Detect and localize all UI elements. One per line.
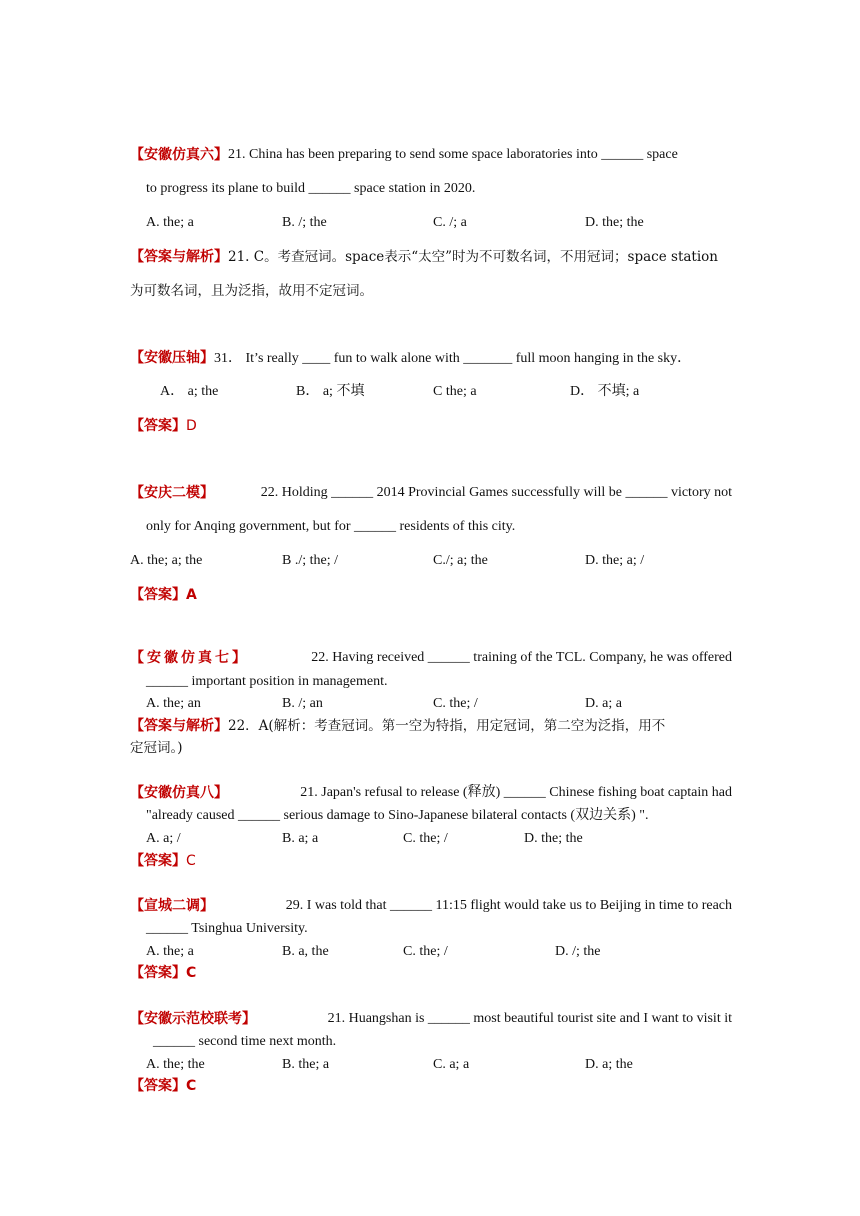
q6-option-b: B. a, the bbox=[282, 944, 329, 959]
q3-option-d: D. the; a; / bbox=[585, 553, 645, 568]
q4-option-b: B. /; an bbox=[282, 696, 323, 711]
q1-option-d: D. the; the bbox=[585, 215, 644, 230]
q4-stem-text-2: ______ important position in management. bbox=[146, 674, 388, 689]
q1-stem-line1 bbox=[130, 145, 732, 165]
q5-answer-line bbox=[130, 851, 196, 872]
q3-option-c: C./; a; the bbox=[433, 553, 488, 568]
q5-source-tag: 【安徽仿真八】 bbox=[130, 785, 228, 801]
q7-answer-value: C bbox=[186, 1078, 197, 1094]
q4-stem-text-1: 22. Having received ______ training of the TCL. Company, he was offered bbox=[311, 650, 732, 665]
q6-stem-text-2: ______ Tsinghua University. bbox=[146, 921, 308, 936]
q6-option-c: C. the; / bbox=[403, 944, 448, 959]
q3-option-a: A. the; a; the bbox=[130, 553, 203, 568]
q5-option-d: D. the; the bbox=[524, 831, 583, 846]
q1-source-tag: 【安徽仿真六】 bbox=[130, 147, 228, 163]
q4-option-d: D. a; a bbox=[585, 696, 622, 711]
q4-option-a: A. the; an bbox=[146, 696, 201, 711]
q7-answer-tag: 【答案】 bbox=[130, 1078, 186, 1094]
q1-stem-text-2: to progress its plane to build ______ space station in 2020. bbox=[146, 181, 476, 196]
q3-answer-tag: 【答案】 bbox=[130, 587, 186, 603]
q3-answer-value: A bbox=[186, 587, 197, 603]
q1-option-b: B. /; the bbox=[282, 215, 327, 230]
q6-answer-line bbox=[130, 963, 196, 984]
q5-stem-text-1: 21. Japan's refusal to release (释放) ______ Chinese fishing boat captain had bbox=[300, 785, 732, 800]
q3-stem-text-1: 22. Holding ______ 2014 Provincial Games successfully will be ______ victory not bbox=[260, 485, 732, 500]
q4-source-tag: 【安徽仿真七】 bbox=[130, 650, 249, 666]
q3-stem-text-2: only for Anqing government, but for ______ residents of this city. bbox=[146, 519, 516, 534]
q4-answer-text-1: 22．A(解析：考查冠词。第一空为特指，用定冠词，第二空为泛指，用不 bbox=[228, 718, 666, 734]
q1-answer-text-2: 为可数名词，且为泛指，故用不定冠词。 bbox=[130, 283, 373, 299]
q2-answer-line bbox=[130, 416, 197, 437]
q3-source-tag: 【安庆二模】 bbox=[130, 485, 214, 501]
q7-option-d: D. a; the bbox=[585, 1057, 633, 1072]
q1-option-c: C. /; a bbox=[433, 215, 467, 230]
q7-answer-line bbox=[130, 1076, 196, 1097]
q4-stem-line1 bbox=[130, 648, 732, 668]
q5-option-b: B. a; a bbox=[282, 831, 319, 846]
q7-stem-line1 bbox=[130, 1009, 732, 1029]
q7-source-tag: 【安徽示范校联考】 bbox=[130, 1011, 256, 1027]
q5-stem-text-2: "already caused ______ serious damage to Sino-Japanese bilateral contacts (双边关系) ". bbox=[146, 808, 649, 823]
q5-stem-line1 bbox=[130, 783, 732, 803]
q1-option-a: A. the; a bbox=[146, 215, 194, 230]
q2-stem-line1 bbox=[130, 348, 691, 369]
q1-answer-tag: 【答案与解析】 bbox=[130, 249, 228, 265]
q2-answer-value: D bbox=[186, 418, 197, 434]
q3-answer-line bbox=[130, 585, 197, 606]
q6-option-d: D. /; the bbox=[555, 944, 601, 959]
q1-answer-line1 bbox=[130, 247, 718, 268]
q4-answer-tag: 【答案与解析】 bbox=[130, 718, 228, 734]
q7-option-b: B. the; a bbox=[282, 1057, 330, 1072]
q6-source-tag: 【宣城二调】 bbox=[130, 898, 214, 914]
q5-option-c: C. the; / bbox=[403, 831, 448, 846]
q7-option-c: C. a; a bbox=[433, 1057, 470, 1072]
q6-stem-text-1: 29. I was told that ______ 11:15 flight would take us to Beijing in time to reach bbox=[285, 898, 732, 913]
q6-answer-tag: 【答案】 bbox=[130, 965, 186, 981]
q3-stem-line1 bbox=[130, 483, 732, 503]
q4-answer-line1 bbox=[130, 716, 665, 737]
q1-stem-text-1: 21. China has been preparing to send some space laboratories into ______ space bbox=[228, 147, 678, 162]
q5-answer-tag: 【答案】 bbox=[130, 853, 186, 869]
q5-option-a: A. a; / bbox=[146, 831, 181, 846]
q2-option-d: D． 不填; a bbox=[570, 384, 640, 399]
q6-option-a: A. the; a bbox=[146, 944, 194, 959]
q7-stem-text-1: 21. Huangshan is ______ most beautiful tourist site and I want to visit it bbox=[327, 1011, 732, 1026]
q2-option-a: A． a; the bbox=[160, 384, 219, 399]
q6-answer-value: C bbox=[186, 965, 197, 981]
q7-stem-text-2: ______ second time next month. bbox=[153, 1034, 337, 1049]
q7-option-a: A. the; the bbox=[146, 1057, 205, 1072]
q4-answer-text-2: 定冠词。) bbox=[130, 740, 183, 756]
q3-option-b: B ./; the; / bbox=[282, 553, 338, 568]
q2-option-b: B． a; 不填 bbox=[296, 384, 365, 399]
q2-source-tag: 【安徽压轴】 bbox=[130, 350, 214, 366]
q6-stem-line1 bbox=[130, 896, 732, 916]
q2-stem-text-1: 31． It’s really ____ fun to walk alone with _______ full moon hanging in the sky． bbox=[214, 351, 692, 366]
q1-answer-text-1: 21. C。考查冠词。space表示“太空”时为不可数名词，不用冠词；space station bbox=[228, 249, 718, 265]
q5-answer-value: C bbox=[186, 853, 196, 869]
q2-option-c: C the; a bbox=[433, 384, 477, 399]
q4-option-c: C. the; / bbox=[433, 696, 478, 711]
q2-answer-tag: 【答案】 bbox=[130, 418, 186, 434]
